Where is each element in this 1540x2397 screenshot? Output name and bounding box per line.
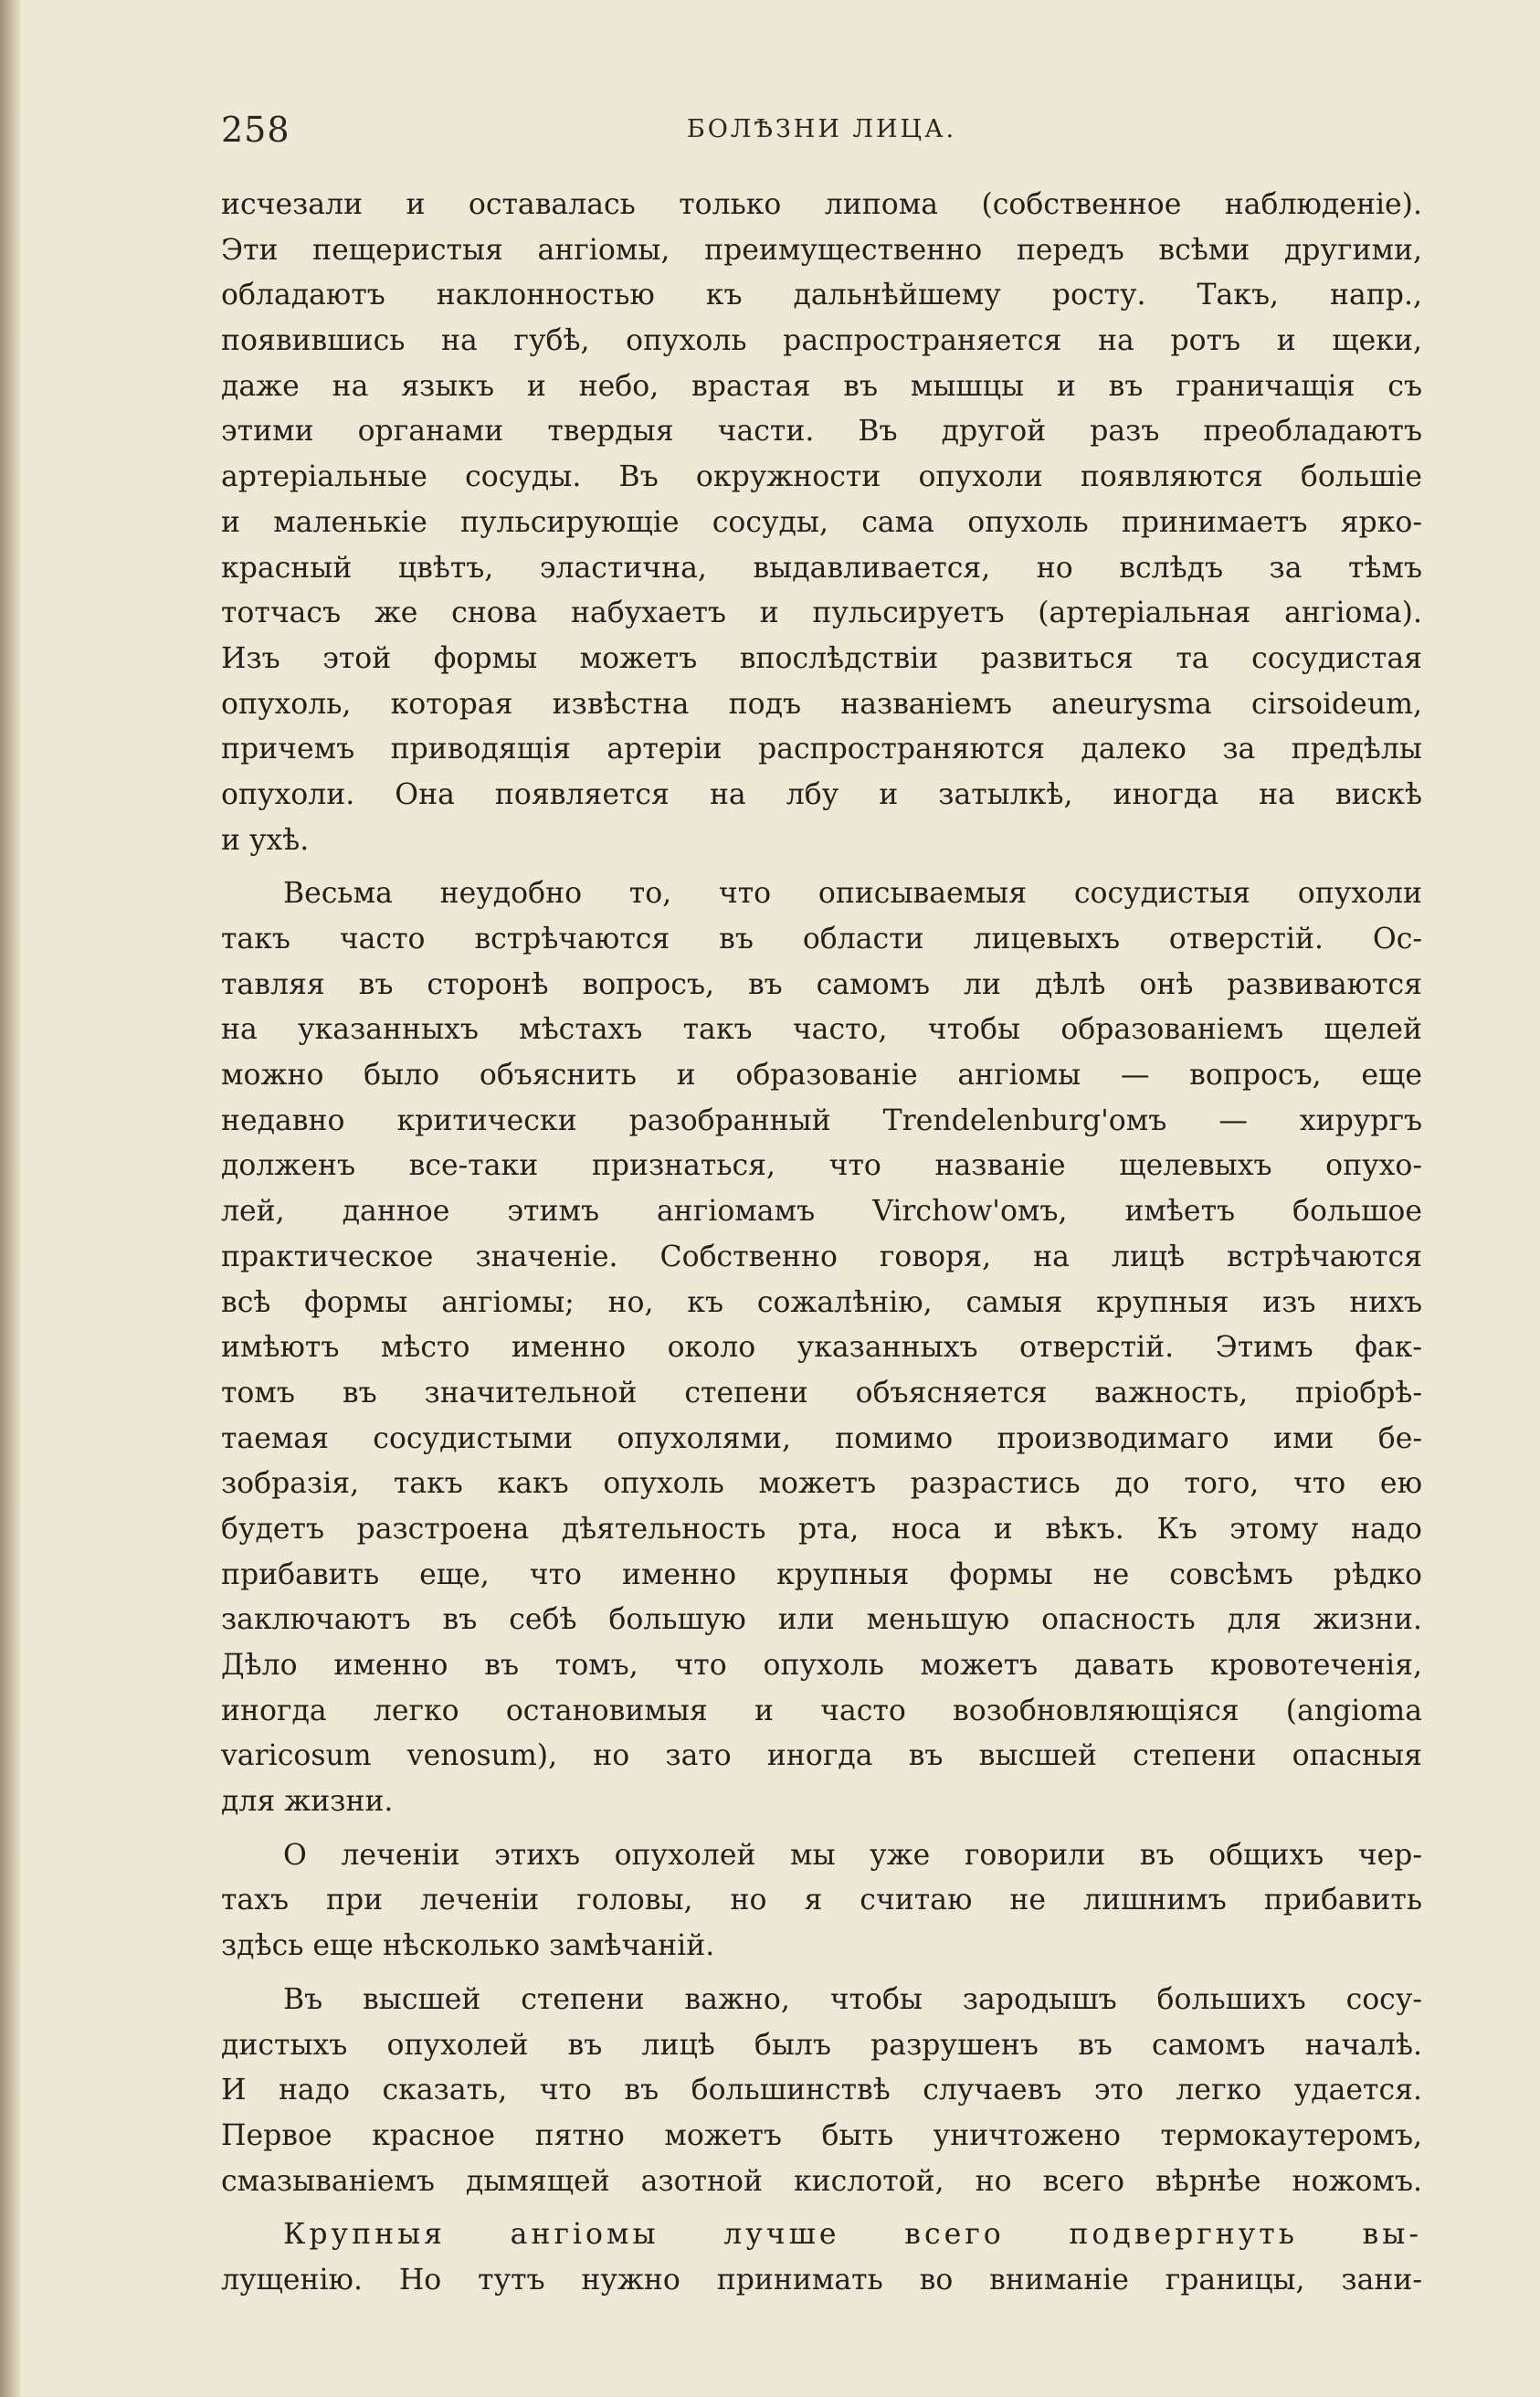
text-line: здѣсь еще нѣсколько замѣчаній. bbox=[221, 1929, 715, 1963]
paragraph bbox=[221, 183, 1422, 863]
text-line: Эти пещеристыя ангіомы, преимущественно передъ всѣми другими, bbox=[221, 233, 1422, 267]
text-line: зобразія, такъ какъ опухоль можетъ разрастись до того, что ею bbox=[221, 1467, 1422, 1501]
paragraph bbox=[221, 1978, 1422, 2204]
text-line: О леченіи этихъ опухолей мы уже говорили въ общихъ чер- bbox=[283, 1838, 1422, 1872]
text-line: Весьма неудобно то, что описываемыя сосудистыя опухоли bbox=[283, 877, 1422, 911]
paragraph bbox=[221, 871, 1422, 1824]
text-line: артеріальные сосуды. Въ окружности опухоли появляются большіе bbox=[221, 460, 1422, 494]
text-line: причемъ приводящія артеріи распространяются далеко за предѣлы bbox=[221, 733, 1422, 766]
text-line: varicosum venosum), но зато иногда въ высшей степени опасныя bbox=[221, 1739, 1422, 1773]
text-line: всѣ формы ангіомы; но, къ сожалѣнію, самыя крупныя изъ нихъ bbox=[221, 1285, 1422, 1319]
body-text bbox=[221, 183, 1422, 2304]
text-line: Въ высшей степени важно, чтобы зародышъ большихъ сосу- bbox=[283, 1982, 1422, 2016]
text-line: имѣютъ мѣсто именно около указанныхъ отверстій. Этимъ фак- bbox=[221, 1331, 1422, 1365]
page-number: 258 bbox=[221, 110, 290, 150]
page-header bbox=[221, 110, 1422, 164]
text-line: лей, данное этимъ ангіомамъ Virchow'омъ, имѣетъ большое bbox=[221, 1195, 1422, 1229]
text-line: тотчасъ же снова набухаетъ и пульсируетъ (артеріальная ангіома). bbox=[221, 597, 1422, 630]
text-line: Изъ этой формы можетъ впослѣдствіи развиться та сосудистая bbox=[221, 641, 1422, 675]
running-title: БОЛѢЗНИ ЛИЦА. bbox=[686, 115, 957, 143]
text-line: на указанныхъ мѣстахъ такъ часто, чтобы образованіемъ щелей bbox=[221, 1013, 1422, 1047]
text-line: опухоль, которая извѣстна подъ названіемъ aneurysma cirsoideum, bbox=[221, 687, 1422, 721]
text-line: лущенію. Но тутъ нужно принимать во вниманіе границы, зани- bbox=[221, 2263, 1422, 2297]
text-line: И надо сказать, что въ большинствѣ случаевъ это легко удается. bbox=[221, 2074, 1422, 2107]
text-line: такъ часто встрѣчаются въ области лицевыхъ отверстій. Ос- bbox=[221, 923, 1422, 956]
text-line: Крупныя ангіомы лучше всего подвергнуть вы- bbox=[283, 2218, 1422, 2252]
text-line: Первое красное пятно можетъ быть уничтожено термокаутеромъ, bbox=[221, 2118, 1422, 2152]
text-line: этими органами твердыя части. Въ другой разъ преобладаютъ bbox=[221, 415, 1422, 449]
text-line: практическое значеніе. Собственно говоря, на лицѣ встрѣчаются bbox=[221, 1240, 1422, 1273]
text-line: и маленькіе пульсирующіе сосуды, сама опухоль принимаетъ ярко- bbox=[221, 505, 1422, 539]
page-binding-edge bbox=[0, 0, 20, 2397]
text-line: Дѣло именно въ томъ, что опухоль можетъ давать кровотеченія, bbox=[221, 1649, 1422, 1682]
text-line: для жизни. bbox=[221, 1785, 394, 1819]
text-line: появившись на губѣ, опухоль распространяется на ротъ и щеки, bbox=[221, 324, 1422, 358]
text-line: даже на языкъ и небо, врастая въ мышцы и въ граничащія съ bbox=[221, 369, 1422, 403]
text-line: прибавить еще, что именно крупныя формы не совсѣмъ рѣдко bbox=[221, 1558, 1422, 1591]
text-line: тахъ при леченіи головы, но я считаю не лишнимъ прибавить bbox=[221, 1884, 1422, 1917]
text-line: опухоли. Она появляется на лбу и затылкѣ, иногда на вискѣ bbox=[221, 777, 1422, 811]
text-line: заключаютъ въ себѣ большую или меньшую опасность для жизни. bbox=[221, 1603, 1422, 1637]
text-line: долженъ все-таки признаться, что названіе щелевыхъ опухо- bbox=[221, 1149, 1422, 1183]
text-line: тавляя въ сторонѣ вопросъ, въ самомъ ли дѣлѣ онѣ развиваются bbox=[221, 967, 1422, 1001]
text-line: можно было объяснить и образованіе ангіомы — вопросъ, еще bbox=[221, 1059, 1422, 1093]
text-line: красный цвѣтъ, эластична, выдавливается, но вслѣдъ за тѣмъ bbox=[221, 551, 1422, 585]
text-line: таемая сосудистыми опухолями, помимо производимаго ими бе- bbox=[221, 1421, 1422, 1455]
text-line: обладаютъ наклонностью къ дальнѣйшему росту. Такъ, напр., bbox=[221, 279, 1422, 312]
text-line: смазываніемъ дымящей азотной кислотой, но всего вѣрнѣе ножомъ. bbox=[221, 2164, 1422, 2198]
paragraph bbox=[221, 2212, 1422, 2303]
text-line: томъ въ значительной степени объясняется важность, пріобрѣ- bbox=[221, 1376, 1422, 1410]
text-line: иногда легко остановимыя и часто возобновляющіяся (angioma bbox=[221, 1694, 1422, 1727]
paragraph bbox=[221, 1833, 1422, 1969]
text-line: дистыхъ опухолей въ лицѣ былъ разрушенъ въ самомъ началѣ. bbox=[221, 2028, 1422, 2062]
text-line: исчезали и оставалась только липома (собственное наблюденіе). bbox=[221, 188, 1422, 221]
text-line: недавно критически разобранный Trendelenburg'омъ — хирургъ bbox=[221, 1103, 1422, 1137]
text-line: и ухѣ. bbox=[221, 823, 310, 857]
text-line: будетъ разстроена дѣятельность рта, носа и вѣкъ. Къ этому надо bbox=[221, 1512, 1422, 1546]
